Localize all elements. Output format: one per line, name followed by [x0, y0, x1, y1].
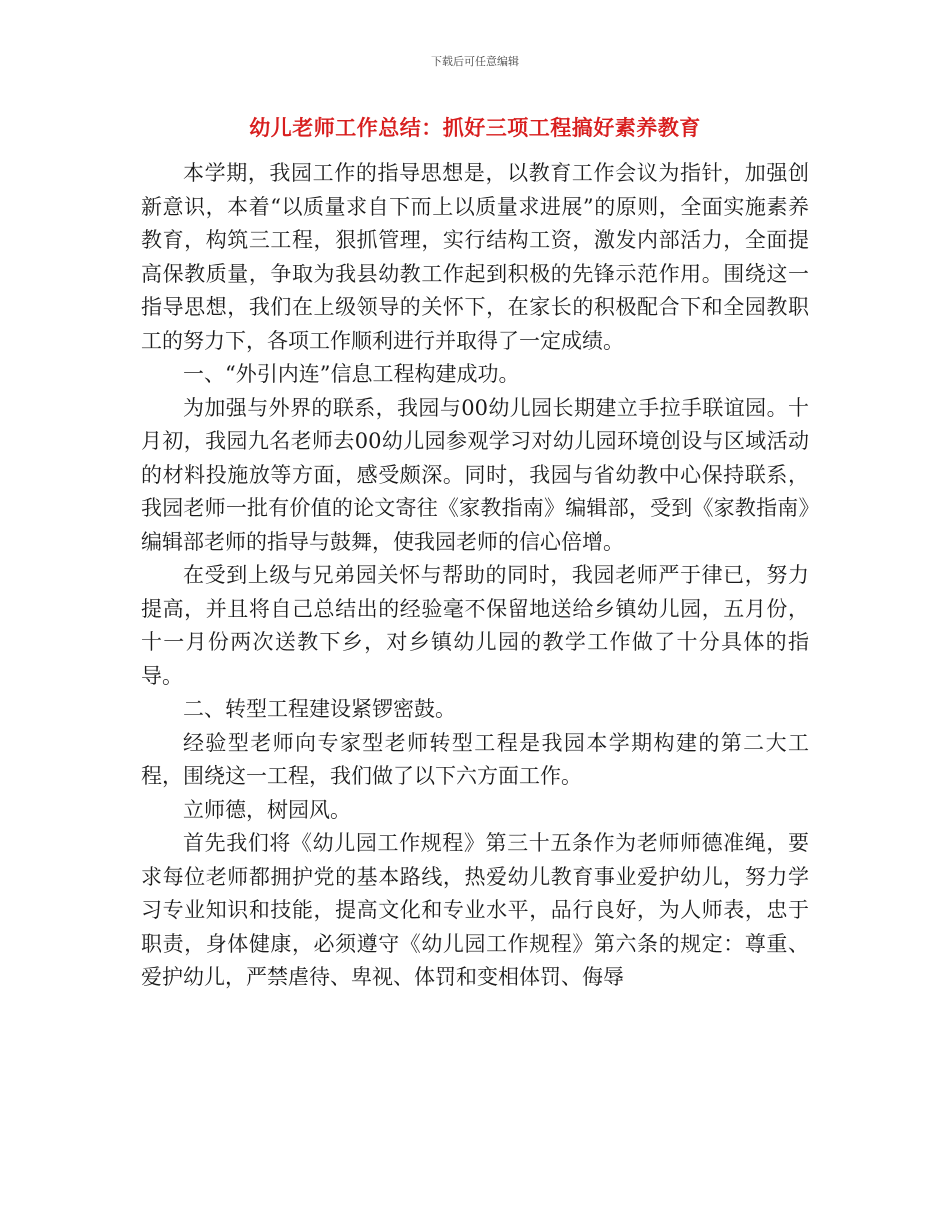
section-heading: 一、“外引内连”信息工程构建成功。 — [183, 362, 520, 386]
paragraph: 经验型老师向专家型老师转型工程是我园本学期构建的第二大工程，围绕这一工程，我们做了以下六方面工作。 — [141, 730, 809, 788]
paragraph: 为加强与外界的联系，我园与00幼儿园长期建立手拉手联谊园。十月初，我园九名老师去00幼儿园参观学习对幼儿园环境创设与区域活动的材料投施放等方面，感受颇深。同时，我园与省幼教中心保持联系，我园老师一批有价值的论文寄往《家教指南》编辑部，受到《家教指南》编辑部老师的指导与鼓舞，使我园老师的信心倍增。 — [141, 395, 809, 554]
section-heading: 二、转型工程建设紧锣密鼓。 — [183, 697, 456, 721]
paragraph: 本学期，我园工作的指导思想是，以教育工作会议为指针，加强创新意识，本着“以质量求自下而上以质量求进展”的原则，全面实施素养教育，构筑三工程，狠抓管理，实行结构工资，激发内部活力，全面提高保教质量，争取为我县幼教工作起到积极的先锋示范作用。围绕这一指导思想，我们在上级领导的关怀下，在家长的积极配合下和全园教职工的努力下，各项工作顺利进行并取得了一定成绩。 — [141, 161, 809, 353]
document-title: 幼儿老师工作总结：抓好三项工程搞好素养教育 — [249, 116, 701, 140]
document-body — [141, 157, 809, 995]
header-note: 下载后可任意编辑 — [431, 55, 519, 68]
paragraph: 首先我们将《幼儿园工作规程》第三十五条作为老师师德准绳，要求每位老师都拥护党的基本路线，热爱幼儿教育事业爱护幼儿，努力学习专业知识和技能，提高文化和专业水平，品行良好，为人师表，忠于职责，身体健康，必须遵守《幼儿园工作规程》第六条的规定：尊重、爱护幼儿，严禁虐待、卑视、体罚和变相体罚、侮辱 — [141, 831, 809, 989]
subsection-heading: 立师德，树园风。 — [183, 797, 351, 822]
paragraph: 在受到上级与兄弟园关怀与帮助的同时，我园老师严于律已，努力提高，并且将自己总结出的经验毫不保留地送给乡镇幼儿园，五月份，十一月份两次送教下乡，对乡镇幼儿园的教学工作做了十分具体的指导。 — [141, 563, 809, 688]
